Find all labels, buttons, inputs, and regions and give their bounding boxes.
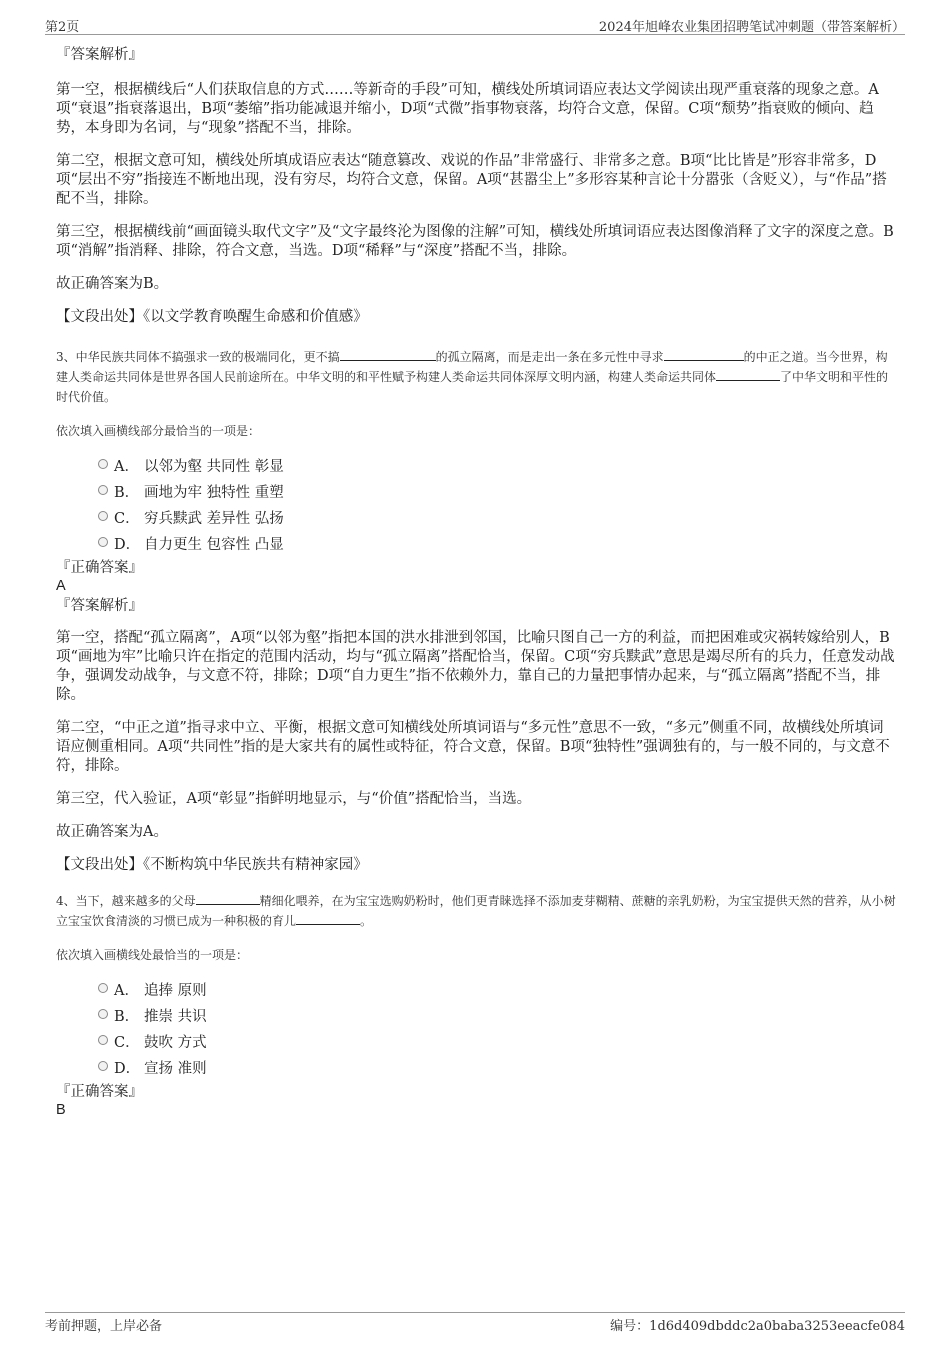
question-text: 。: [360, 914, 373, 928]
option-letter: D．: [114, 1061, 141, 1077]
radio-icon[interactable]: [98, 537, 108, 547]
option-letter: C．: [114, 511, 140, 527]
document-id: 编号：1d6d409dbddc2a0baba3253eeacfe084: [610, 1319, 905, 1334]
fill-blank: [296, 912, 360, 925]
option-letter: B．: [114, 1009, 140, 1025]
question-prompt: 依次填入画横线处最恰当的一项是：: [56, 948, 249, 962]
option-a[interactable]: [56, 453, 896, 479]
passage-source: 【文段出处】《不断构筑中华民族共有精神家园》: [56, 857, 368, 873]
correct-answer: A: [56, 578, 66, 594]
option-b[interactable]: [56, 479, 896, 505]
answer-conclusion: 故正确答案为A。: [56, 824, 168, 840]
analysis-label: 『答案解析』: [56, 47, 143, 63]
radio-icon[interactable]: [98, 511, 108, 521]
radio-icon[interactable]: [98, 983, 108, 993]
option-text: 鼓吹 方式: [144, 1035, 207, 1051]
question-text: 的中正之道。当今世界，构建人类命运共同体是世界各国人民前途所在。中华文明的和平性赋予构建人类命运共同体深厚文明内涵，构建人类命运共同体: [56, 350, 888, 384]
option-d[interactable]: [56, 531, 896, 557]
fill-blank: [196, 892, 260, 905]
question-4-stem: [56, 891, 896, 931]
option-c[interactable]: [56, 505, 896, 531]
analysis-paragraph: 第三空，代入验证，A项“彰显”指鲜明地显示，与“价值”搭配恰当，当选。: [56, 791, 532, 807]
question-text: 4、当下，越来越多的父母: [56, 894, 196, 908]
option-a[interactable]: [56, 977, 896, 1003]
analysis-paragraph: 第二空，根据文意可知，横线处所填成语应表达“随意篡改、戏说的作品”非常盛行、非常多之意。B项“比比皆是”形容非常多，D项“层出不穷”指接连不断地出现，没有穷尽，均符合文意，保留。A项“甚嚣尘上”多形容某种言论十分嚣张（含贬义），与“作品”搭配不当，排除。: [56, 153, 887, 207]
option-letter: A．: [114, 983, 139, 999]
question-text: 3、中华民族共同体不搞强求一致的极端同化，更不搞: [56, 350, 340, 364]
analysis-label: 『答案解析』: [56, 598, 143, 614]
option-text: 自力更生 包容性 凸显: [144, 537, 284, 553]
radio-icon[interactable]: [98, 1009, 108, 1019]
page-footer: [45, 1312, 905, 1335]
footer-slogan: 考前押题，上岸必备: [45, 1319, 163, 1334]
document-title: 2024年旭峰农业集团招聘笔试冲刺题（带答案解析）: [598, 20, 905, 35]
analysis-paragraph: 第一空，根据横线后“人们获取信息的方式……等新奇的手段”可知，横线处所填词语应表达文学阅读出现严重衰落的现象之意。A项“衰退”指衰落退出，B项“萎缩”指功能减退并缩小，D项“式微”指事物衰落，均符合文意，保留。C项“颓势”指衰败的倾向、趋势，本身即为名词，与“现象”搭配不当，排除。: [56, 82, 879, 136]
option-text: 追捧 原则: [144, 983, 207, 999]
options-list: [56, 453, 896, 557]
page-number: 第2页: [45, 20, 80, 35]
analysis-paragraph: 第三空，根据横线前“画面镜头取代文字”及“文字最终沦为图像的注解”可知，横线处所填词语应表达图像消释了文字的深度之意。B项“消解”指消释、排除，符合文意，当选。D项“稀释”与“深度”搭配不当，排除。: [56, 224, 894, 259]
radio-icon[interactable]: [98, 459, 108, 469]
radio-icon[interactable]: [98, 485, 108, 495]
question-text: 精细化喂养，在为宝宝选购奶粉时，他们更青睐选择不添加麦芽糊精、蔗糖的亲乳奶粉，为宝宝提供天然的营养，从小树立宝宝饮食清淡的习惯已成为一种积极的育儿: [56, 894, 896, 928]
option-text: 穷兵黩武 差异性 弘扬: [144, 511, 284, 527]
analysis-paragraph: 第一空，搭配“孤立隔离”，A项“以邻为壑”指把本国的洪水排泄到邻国，比喻只图自己一方的利益，而把困难或灾祸转嫁给别人，B项“画地为牢”比喻只许在指定的范围内活动，均与“孤立隔离”搭配恰当，保留。C项“穷兵黩武”意思是竭尽所有的兵力，任意发动战争，强调发动战争，与文意不符，排除；D项“自力更生”指不依赖外力，靠自己的力量把事情办起来，与“孤立隔离”搭配不当，排除。: [56, 630, 895, 703]
radio-icon[interactable]: [98, 1035, 108, 1045]
option-letter: B．: [114, 485, 140, 501]
radio-icon[interactable]: [98, 1061, 108, 1071]
passage-source: 【文段出处】《以文学教育唤醒生命感和价值感》: [56, 309, 368, 325]
option-letter: C．: [114, 1035, 140, 1051]
option-text: 以邻为壑 共同性 彰显: [144, 459, 284, 475]
option-text: 推崇 共识: [144, 1009, 207, 1025]
option-text: 宣扬 准则: [144, 1061, 207, 1077]
question-prompt: 依次填入画横线部分最恰当的一项是：: [56, 424, 261, 438]
option-letter: A．: [114, 459, 139, 475]
option-b[interactable]: [56, 1003, 896, 1029]
analysis-paragraph: 第二空，“中正之道”指寻求中立、平衡，根据文意可知横线处所填词语与“多元性”意思不一致，“多元”侧重不同，故横线处所填词语应侧重相同。A项“共同性”指的是大家共有的属性或特征，符合文意，保留。B项“独特性”强调独有的，与一般不同的，与文意不符，排除。: [56, 720, 890, 774]
correct-answer-label: 『正确答案』: [56, 560, 143, 576]
correct-answer: B: [56, 1102, 66, 1118]
fill-blank: [716, 368, 780, 381]
option-letter: D．: [114, 537, 141, 553]
options-list: [56, 977, 896, 1081]
correct-answer-label: 『正确答案』: [56, 1084, 143, 1100]
question-3-stem: [56, 347, 896, 407]
question-text: 的孤立隔离，而是走出一条在多元性中寻求: [435, 350, 664, 364]
option-text: 画地为牢 独特性 重塑: [144, 485, 284, 501]
fill-blank: [664, 348, 744, 361]
option-c[interactable]: [56, 1029, 896, 1055]
answer-conclusion: 故正确答案为B。: [56, 276, 169, 292]
page-header: [45, 14, 905, 35]
question-text: 了中华文明和平性的时代价值。: [56, 370, 889, 404]
option-d[interactable]: [56, 1055, 896, 1081]
page-content: [56, 46, 896, 1119]
fill-blank: [340, 348, 436, 361]
